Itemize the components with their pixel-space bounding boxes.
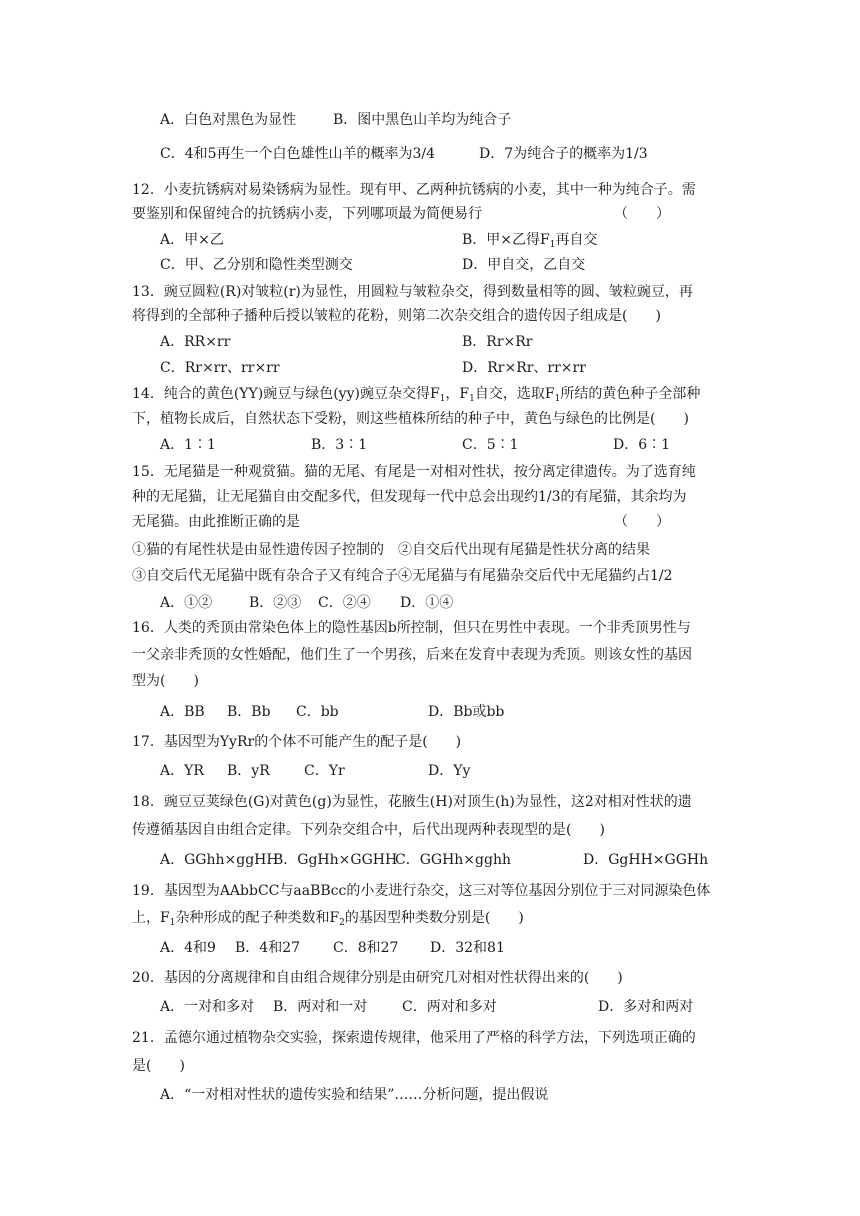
text-line	[0, 760, 860, 782]
statements-1-2: ①猫的有尾性状是由显性遗传因子控制的 ②自交后代出现有尾猫是性状分离的结果	[132, 542, 650, 558]
question-text	[0, 486, 860, 508]
question-15: 15．无尾猫是一种观赏猫。猫的无尾、有尾是一对相对性状，按分离定律遗传。为了选育纯	[132, 464, 696, 480]
text-line	[0, 701, 860, 723]
question-text	[0, 791, 860, 813]
question-14: 14．纯合的黄色(YY)豌豆与绿色(yy)豌豆杂交得$F_1$，$F_1$自交，选取$F_1$所结的黄色种子全部种	[132, 386, 701, 404]
question-text	[0, 731, 860, 753]
text-line	[0, 937, 860, 959]
question-20: 20．基因的分离规律和自由组合规律分别是由研究几对相对性状得出来的( )	[132, 970, 623, 986]
question-19: 19．基因型为AAbbCC与aaBBcc的小麦进行杂交，这三对等位基因分别位于三对同源染色体	[132, 883, 711, 899]
option-a: A．白色对黑色为显性	[160, 112, 297, 128]
option-b: B．4和27	[235, 940, 301, 956]
option-c: C．②④	[318, 595, 371, 611]
question-text-cont: 无尾猫。由此推断正确的是	[132, 514, 300, 530]
answer-blank: （ ）	[614, 514, 670, 530]
text-line	[0, 143, 860, 165]
question-text	[0, 281, 860, 303]
option-c: C．5∶1	[462, 437, 519, 453]
option-b: B．yR	[227, 763, 270, 779]
text-line	[0, 996, 860, 1018]
text-line	[0, 254, 860, 276]
question-text	[0, 819, 860, 841]
option-a: A．1∶1	[160, 437, 216, 453]
question-text	[0, 383, 860, 405]
option-d: D．①④	[400, 595, 454, 611]
option-c: C．两对和多对	[402, 999, 497, 1015]
option-a: A．“一对相对性状的遗传实验和结果”……分析问题，提出假说	[160, 1087, 549, 1103]
text-line	[0, 229, 860, 251]
question-text-cont: 型为( )	[132, 673, 199, 689]
answer-blank: （ ）	[614, 206, 670, 222]
question-text	[0, 880, 860, 902]
option-d: D．GgHH×GGHh	[583, 852, 709, 868]
question-12: 12．小麦抗锈病对易染锈病为显性。现有甲、乙两种抗锈病的小麦，其中一种为纯合子。需	[132, 182, 696, 198]
text-line	[0, 357, 860, 379]
question-text-cont: 是( )	[132, 1058, 185, 1074]
question-text	[0, 1055, 860, 1077]
option-d: D．甲自交，乙自交	[462, 257, 586, 273]
question-text	[0, 1027, 860, 1049]
text-line	[0, 434, 860, 456]
option-a: A．4和9	[160, 940, 216, 956]
question-text-cont: 下，植物长成后，自然状态下受粉，则这些植株所结的种子中，黄色与绿色的比例是( )	[132, 411, 689, 427]
question-text	[0, 617, 860, 639]
option-b: B．两对和一对	[273, 999, 368, 1015]
option-d: D．多对和两对	[598, 999, 694, 1015]
option-c: C．bb	[296, 704, 339, 720]
option-b: B．Bb	[227, 704, 271, 720]
option-c: C．甲、乙分别和隐性类型测交	[160, 257, 353, 273]
option-b: B．GgHh×GGHH	[273, 852, 398, 868]
question-text-cont: 一父亲非秃顶的女性婚配，他们生了一个男孩，后来在发育中表现为秃顶。则该女性的基因	[132, 647, 692, 663]
option-d: D．6∶1	[613, 437, 671, 453]
text-line	[0, 331, 860, 353]
question-18: 18．豌豆豆荚绿色(G)对黄色(g)为显性，花腋生(H)对顶生(h)为显性，这2对相对性状的遗	[132, 794, 692, 810]
question-text	[0, 511, 860, 533]
option-a: A．BB	[160, 704, 205, 720]
option-b: B．②③	[249, 595, 302, 611]
question-21: 21．孟德尔通过植物杂交实验，探索遗传规律，他采用了严格的科学方法，下列选项正确的	[132, 1030, 696, 1046]
text-line	[0, 1084, 860, 1106]
question-text	[0, 203, 860, 225]
question-text-cont: 上，$F_1$杂种形成的配子种类数和$F_2$的基因型种类数分别是( )	[132, 910, 524, 928]
statement-line	[0, 565, 860, 587]
question-text-cont: 要鉴别和保留纯合的抗锈病小麦，下列哪项最为简便易行	[132, 206, 482, 222]
option-a: A．GGhh×ggHH	[160, 852, 279, 868]
option-b: B．Rr×Rr	[462, 334, 533, 350]
question-text	[0, 670, 860, 692]
option-b: B．图中黑色山羊均为纯合子	[333, 112, 512, 128]
question-text	[0, 305, 860, 327]
option-c: C．Rr×rr、rr×rr	[160, 360, 280, 376]
option-a: A．RR×rr	[160, 334, 231, 350]
question-text	[0, 644, 860, 666]
option-a: A．YR	[160, 763, 204, 779]
text-line	[0, 592, 860, 614]
question-13: 13．豌豆圆粒(R)对皱粒(r)为显性，用圆粒与皱粒杂交，得到数量相等的圆、皱粒豌豆，再	[132, 284, 693, 300]
option-a: A．甲×乙	[160, 232, 224, 248]
statement-line	[0, 539, 860, 561]
option-c: C．4和5再生一个白色雄性山羊的概率为3/4	[160, 146, 436, 162]
statements-3-4: ③自交后代无尾猫中既有杂合子又有纯合子④无尾猫与有尾猫杂交后代中无尾猫约占1/2	[132, 568, 673, 584]
option-b: B．3∶1	[311, 437, 368, 453]
option-c: C．8和27	[333, 940, 399, 956]
question-text	[0, 461, 860, 483]
question-text	[0, 408, 860, 430]
question-text	[0, 907, 860, 929]
option-d: D．Rr×Rr、rr×rr	[462, 360, 586, 376]
option-c: C．Yr	[304, 763, 345, 779]
option-b: B．甲×乙得$F_1$再自交	[462, 232, 598, 250]
option-d: D．Yy	[428, 763, 471, 779]
question-17: 17．基因型为YyRr的个体不可能产生的配子是( )	[132, 734, 462, 750]
question-text-cont: 传遵循基因自由组合定律。下列杂交组合中，后代出现两种表现型的是( )	[132, 822, 605, 838]
question-text	[0, 179, 860, 201]
text-line	[0, 849, 860, 871]
option-d: D．Bb或bb	[428, 704, 505, 720]
option-a: A．一对和多对	[160, 999, 255, 1015]
question-text-cont: 将得到的全部种子播种后授以皱粒的花粉，则第二次杂交组合的遗传因子组成是( )	[132, 308, 661, 324]
question-16: 16．人类的秃顶由常染色体上的隐性基因b所控制，但只在男性中表现。一个非秃顶男性与	[132, 620, 691, 636]
option-a: A．①②	[160, 595, 213, 611]
text-line	[0, 109, 860, 131]
option-d: D．7为纯合子的概率为1/3	[479, 146, 648, 162]
question-text	[0, 967, 860, 989]
option-c: C．GGHh×gghh	[395, 852, 511, 868]
question-text-cont: 种的无尾猫，让无尾猫自由交配多代，但发现每一代中总会出现约1/3的有尾猫，其余均为	[132, 489, 687, 505]
option-d: D．32和81	[430, 940, 505, 956]
